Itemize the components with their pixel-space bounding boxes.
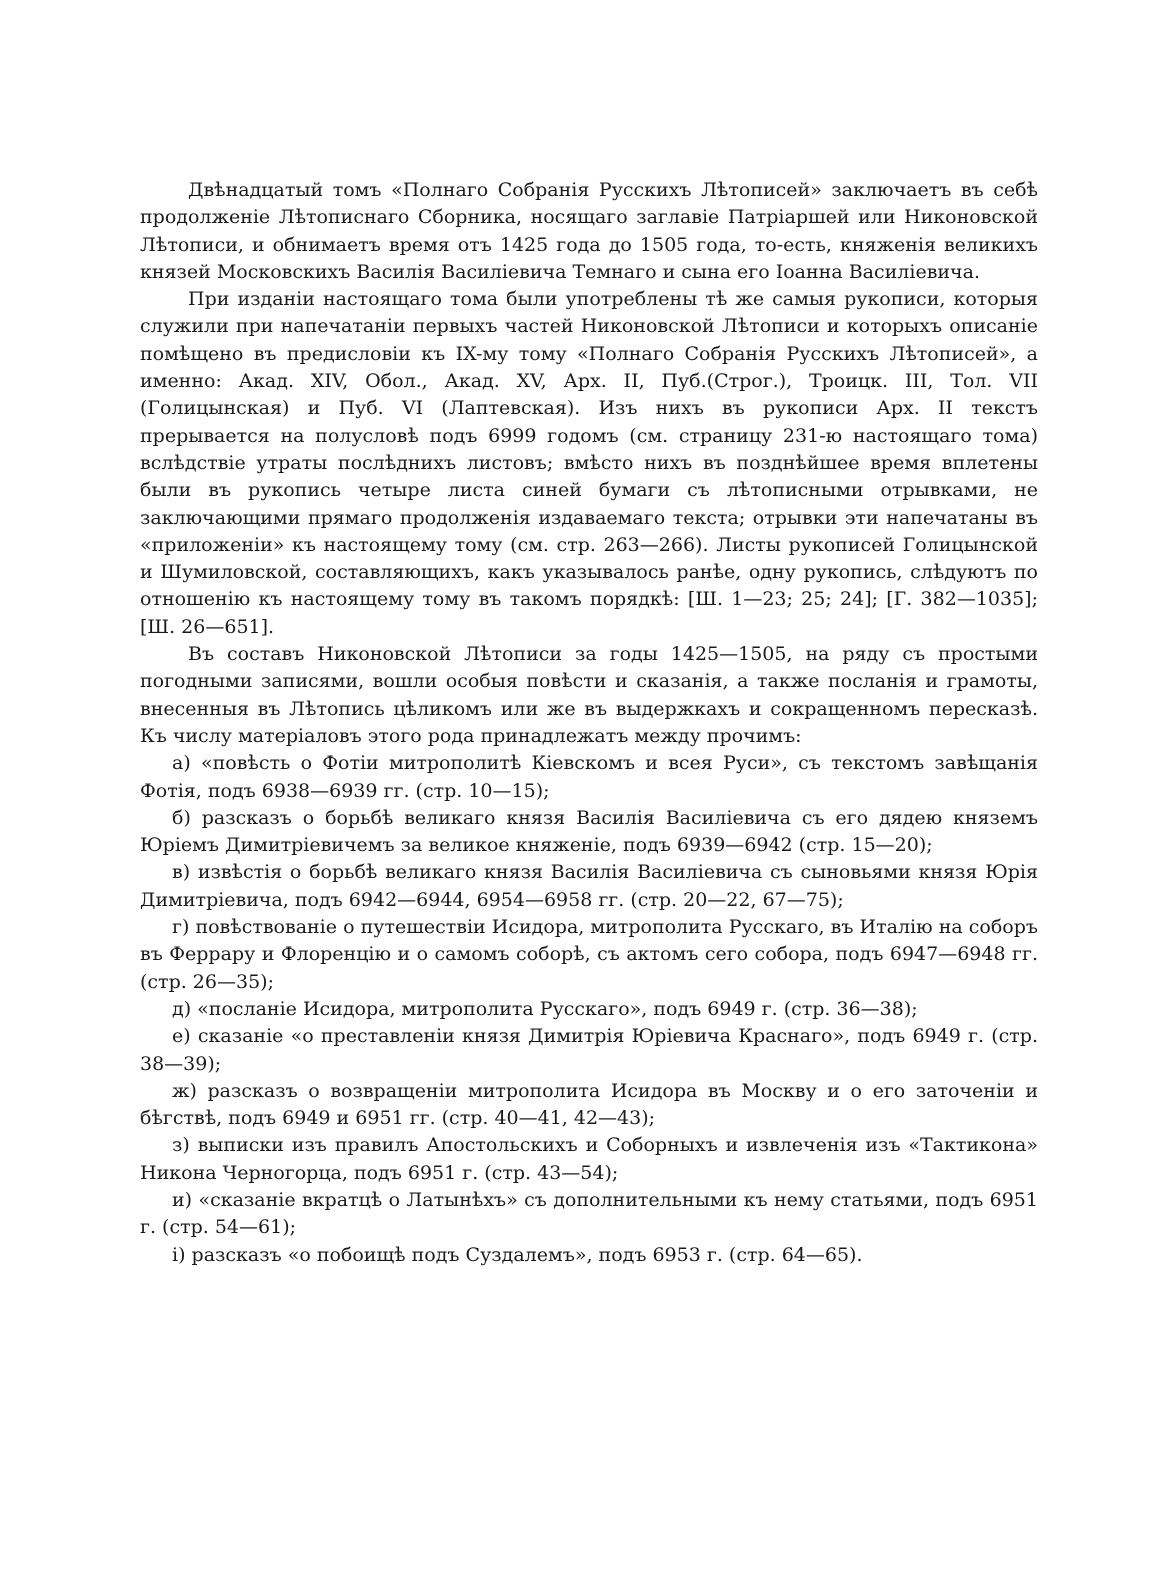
paragraph-manuscripts: При изданіи настоящаго тома были употреблены тѣ же самыя рукописи, которыя служили при напечатаніи первыхъ частей Никоновской Лѣтописи и которыхъ описаніе помѣщено въ предисловіи къ IX-му тому «Полнаго Собранія Русскихъ Лѣтописей», а именно: Акад. XIV, Обол., Акад. XV, Арх. II, Пуб.(Строг.), Троицк. III, Тол. VII (Голицынская) и Пуб. VI (Лаптевская). Изъ нихъ въ рукописи Арх. II текстъ прерывается на полусловѣ подъ 6999 годомъ (см. страницу 231-ю настоящаго тома) вслѣдствіе утраты послѣднихъ листовъ; вмѣсто нихъ въ позднѣйшее время вплетены были въ рукопись четыре листа синей бумаги съ лѣтописными отрывками, не заключающими прямаго продолженія издаваемаго текста; отрывки эти напечатаны въ «приложеніи» къ настоящему тому (см. стр. 263—266). Листы рукописей Голицынской и Шумиловской, составляющихъ, какъ указывалось ранѣе, одну рукопись, слѣдуютъ по отношенію къ настоящему тому въ такомъ порядкѣ: [Ш. 1—23; 25; 24]; [Г. 382—1035]; [Ш. 26—651].: [140, 288, 1038, 638]
list-item-zh: ж) разсказъ о возвращеніи митрополита Исидора въ Москву и о его заточеніи и бѣгствѣ, подъ 6949 и 6951 гг. (стр. 40—41, 42—43);: [140, 1079, 1038, 1130]
list-item-b: б) разсказъ о борьбѣ великаго князя Василія Василіевича съ его дядею княземъ Юріемъ Димитріевичемъ за великое княженіе, подъ 6939—6942 (стр. 15—20);: [140, 806, 1038, 857]
list-item-v: в) извѣстія о борьбѣ великаго князя Василія Василіевича съ сыновьями князя Юрія Димитріевича, подъ 6942—6944, 6954—6958 гг. (стр. 20—22, 67—75);: [140, 861, 1038, 911]
paragraph-composition: Въ составъ Никоновской Лѣтописи за годы 1425—1505, на ряду съ простыми погодными записями, вошли особыя повѣсти и сказанія, а также посланія и грамоты, внесенныя въ Лѣтопись цѣликомъ или же въ выдержкахъ и сокращенномъ пересказѣ. Къ числу матеріаловъ этого рода принадлежатъ между прочимъ:: [140, 643, 1038, 747]
text-block: [140, 177, 1038, 1269]
list-item-i-decimal: і) разсказъ «о побоищѣ подъ Суздалемъ», подъ 6953 г. (стр. 64—65).: [172, 1243, 863, 1266]
list-item-g: г) повѣствованіе о путешествіи Исидора, митрополита Русскаго, въ Италію на соборъ въ Феррару и Флоренцію и о самомъ соборѣ, съ актомъ сего собора, подъ 6947—6948 гг. (стр. 26—35);: [140, 916, 1038, 993]
list-item-a: а) «повѣсть о Фотіи митрополитѣ Кіевскомъ и всея Руси», съ текстомъ завѣщанія Фотія, подъ 6938—6939 гг. (стр. 10—15);: [140, 752, 1038, 802]
list-item-i: и) «сказаніе вкратцѣ о Латынѣхъ» съ дополнительными къ нему статьями, подъ 6951 г. (стр. 54—61);: [140, 1188, 1038, 1239]
list-item-z: з) выписки изъ правилъ Апостольскихъ и Соборныхъ и извлеченія изъ «Тактикона» Никона Черногорца, подъ 6951 г. (стр. 43—54);: [140, 1134, 1038, 1184]
list-item-e: е) сказаніе «о преставленіи князя Димитрія Юріевича Краснаго», подъ 6949 г. (стр. 38—39);: [140, 1025, 1038, 1075]
list-item-d: д) «посланіе Исидора, митрополита Русскаго», подъ 6949 г. (стр. 36—38);: [172, 997, 918, 1020]
paragraph-intro: Двѣнадцатый томъ «Полнаго Собранія Русскихъ Лѣтописей» заключаетъ въ себѣ продолженіе Лѣтописнаго Сборника, носящаго заглавіе Патріаршей или Никоновской Лѣтописи, и обнимаетъ время отъ 1425 года до 1505 года, то-есть, княженія великихъ князей Московскихъ Василія Василіевича Темнаго и сына его Іоанна Василіевича.: [140, 179, 1038, 283]
